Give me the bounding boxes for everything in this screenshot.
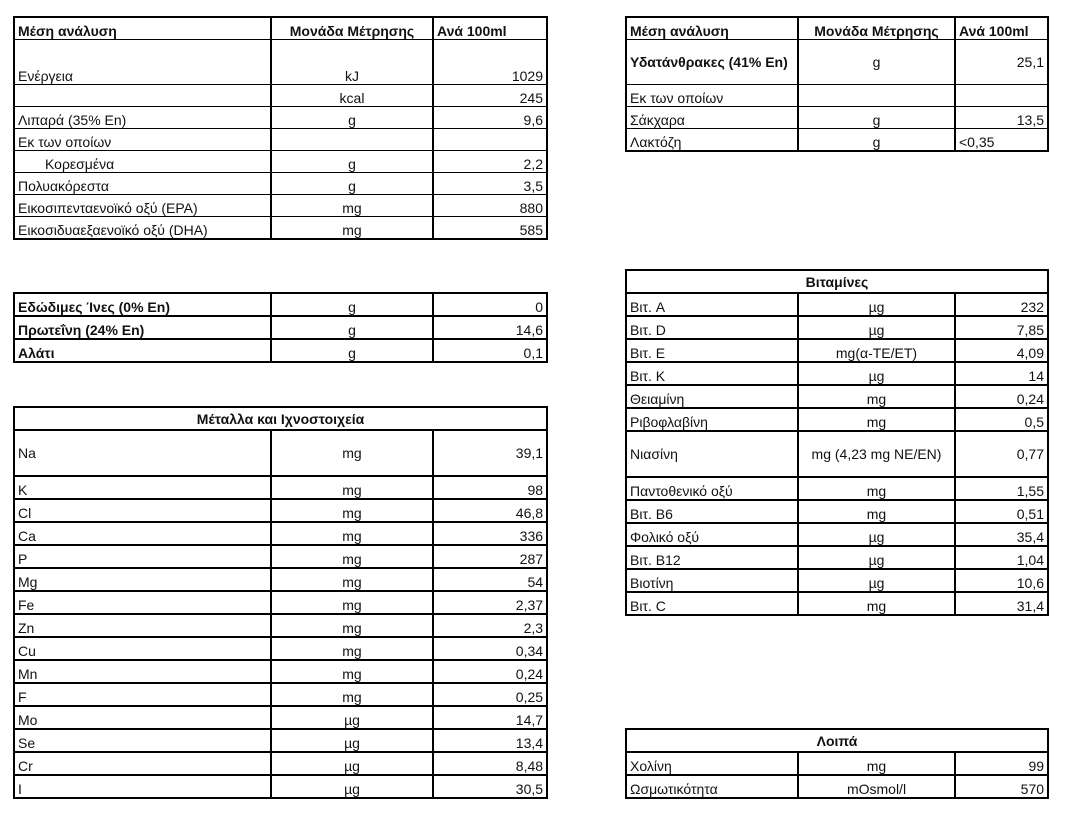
row-value: 9,6 [433,107,547,129]
row-value: 2,37 [433,591,547,614]
header-analysis: Μέση ανάλυση [14,17,271,40]
table-row [14,591,547,614]
row-name: Λιπαρά (35% En) [14,107,271,129]
table-row [14,85,547,107]
table-row [626,431,1048,477]
row-name: Πολυακόρεστα [14,173,271,195]
row-unit: mg [798,500,955,523]
row-unit: mg [271,522,433,545]
table-row [14,339,547,362]
row-value: 1,04 [955,546,1048,569]
row-unit: g [271,293,433,316]
row-unit: µg [271,752,433,775]
row-unit: g [798,40,955,85]
row-name: Εδώδιμες Ίνες (0% En) [14,293,271,316]
row-unit: kJ [271,40,433,85]
row-unit: mg [798,385,955,408]
row-value: 0,24 [433,660,547,683]
table-row [14,522,547,545]
row-name [14,85,271,107]
table-title-row [626,729,1048,752]
table-row [626,339,1048,362]
row-value: 2,3 [433,614,547,637]
row-unit: mg [271,195,433,217]
row-unit: µg [271,775,433,798]
row-name: Εκ των οποίων [626,85,798,107]
row-name: Νιασίνη [626,431,798,477]
table-row [626,40,1048,85]
row-name: Εικοσιδυαεξαενοϊκό οξύ (DHA) [14,217,271,240]
row-unit: mg [271,499,433,522]
row-name: Παντοθενικό οξύ [626,477,798,500]
row-value: 0,5 [955,408,1048,431]
row-unit: mg [798,592,955,615]
header-per-100ml: Ανά 100ml [955,17,1048,40]
other-table [625,728,1049,799]
table-row [14,217,547,240]
row-unit: mg(α-TE/ET) [798,339,955,362]
row-unit: g [271,339,433,362]
row-name: F [14,683,271,706]
row-unit: mg [271,476,433,499]
row-unit: mg [798,477,955,500]
row-value: 7,85 [955,316,1048,339]
row-name: Mn [14,660,271,683]
row-unit: mg (4,23 mg NE/EN) [798,431,955,477]
row-unit: g [271,316,433,339]
row-unit: g [271,107,433,129]
row-value: 232 [955,293,1048,316]
table-row [14,614,547,637]
row-value: 0 [433,293,547,316]
row-unit: mg [271,545,433,568]
row-unit: kcal [271,85,433,107]
row-name: Θειαμίνη [626,385,798,408]
row-unit: mg [271,430,433,476]
row-value: 0,25 [433,683,547,706]
table-row [626,569,1048,592]
row-unit: µg [798,316,955,339]
row-name: Βιτ. D [626,316,798,339]
row-name: Πρωτεΐνη (24% En) [14,316,271,339]
table-row [626,523,1048,546]
row-name: Βιτ. B12 [626,546,798,569]
row-value: 1,55 [955,477,1048,500]
table-row [14,151,547,173]
row-value: 46,8 [433,499,547,522]
row-value: 39,1 [433,430,547,476]
row-value: 3,5 [433,173,547,195]
row-value: 0,51 [955,500,1048,523]
table-title-row [626,270,1048,293]
row-name: Ριβοφλαβίνη [626,408,798,431]
row-unit: µg [798,569,955,592]
table-row [626,775,1048,798]
row-value: 1029 [433,40,547,85]
table-row [14,660,547,683]
row-value [955,85,1048,107]
table-row [14,40,547,85]
row-unit: mOsmol/l [798,775,955,798]
table-row [626,752,1048,775]
row-name: Ενέργεια [14,40,271,85]
row-name: Χολίνη [626,752,798,775]
row-unit: µg [798,546,955,569]
row-value: 13,4 [433,729,547,752]
row-unit: µg [798,362,955,385]
row-value: 30,5 [433,775,547,798]
row-value: 245 [433,85,547,107]
table-row [14,683,547,706]
row-unit: mg [271,637,433,660]
row-name: Ca [14,522,271,545]
table-row [626,408,1048,431]
table-title: Βιταμίνες [626,270,1048,293]
macro-table [13,292,548,363]
table-row [14,545,547,568]
row-value: 31,4 [955,592,1048,615]
row-unit: g [271,151,433,173]
row-name: Cl [14,499,271,522]
row-value: 2,2 [433,151,547,173]
table-title-row [14,407,547,430]
table-row [626,592,1048,615]
row-unit: mg [271,660,433,683]
table-row [626,385,1048,408]
row-value: 14,7 [433,706,547,729]
header-unit: Μονάδα Μέτρησης [798,17,955,40]
row-name: Zn [14,614,271,637]
table-row [14,568,547,591]
row-value: 287 [433,545,547,568]
row-unit: µg [271,729,433,752]
row-unit: mg [271,591,433,614]
table-row [14,637,547,660]
row-unit: mg [798,408,955,431]
row-unit: mg [271,614,433,637]
row-name: Cu [14,637,271,660]
table-row [626,546,1048,569]
row-name: Fe [14,591,271,614]
row-unit: mg [271,683,433,706]
table-row [14,706,547,729]
table-row [626,477,1048,500]
row-name: Αλάτι [14,339,271,362]
table-row [626,107,1048,129]
header-analysis: Μέση ανάλυση [626,17,798,40]
row-name: I [14,775,271,798]
table-row [626,129,1048,152]
row-unit: µg [271,706,433,729]
row-value: 14,6 [433,316,547,339]
table-row [14,430,547,476]
row-value: 54 [433,568,547,591]
row-value: 8,48 [433,752,547,775]
row-unit: mg [271,568,433,591]
row-name: Φολικό οξύ [626,523,798,546]
row-value: 0,1 [433,339,547,362]
table-title: Λοιπά [626,729,1048,752]
row-unit [798,85,955,107]
row-name: Εικοσιπενταενοϊκό οξύ (EPA) [14,195,271,217]
row-value: 99 [955,752,1048,775]
table-row [14,499,547,522]
row-value: <0,35 [955,129,1048,152]
table-row [14,293,547,316]
row-name: Βιτ. B6 [626,500,798,523]
row-name: K [14,476,271,499]
row-unit: g [798,129,955,152]
row-value: 0,77 [955,431,1048,477]
table-row [14,107,547,129]
row-unit: mg [271,217,433,240]
row-name: Ωσμωτικότητα [626,775,798,798]
row-value: 570 [955,775,1048,798]
row-name: Βιτ. C [626,592,798,615]
table-header-row [626,17,1048,40]
row-unit: µg [798,523,955,546]
row-value: 14 [955,362,1048,385]
table-row [626,293,1048,316]
row-value: 336 [433,522,547,545]
row-value: 0,24 [955,385,1048,408]
row-value: 4,09 [955,339,1048,362]
row-value: 25,1 [955,40,1048,85]
metals-table [13,406,548,799]
row-value: 880 [433,195,547,217]
row-name: Κορεσμένα [14,151,271,173]
row-value: 10,6 [955,569,1048,592]
row-name: P [14,545,271,568]
row-name: Se [14,729,271,752]
row-name: Mg [14,568,271,591]
table-header-row [14,17,547,40]
vitamins-table [625,269,1049,616]
table-row [626,85,1048,107]
row-value: 13,5 [955,107,1048,129]
row-name: Βιτ. K [626,362,798,385]
table-row [14,173,547,195]
row-name: Βιοτίνη [626,569,798,592]
row-name: Cr [14,752,271,775]
row-name: Mo [14,706,271,729]
table-row [14,195,547,217]
table-row [626,316,1048,339]
row-name: Λακτόζη [626,129,798,152]
row-value [433,129,547,151]
table-row [14,752,547,775]
row-name: Βιτ. A [626,293,798,316]
header-per-100ml: Ανά 100ml [433,17,547,40]
row-value: 98 [433,476,547,499]
row-name: Na [14,430,271,476]
row-unit: mg [798,752,955,775]
row-name: Σάκχαρα [626,107,798,129]
row-unit: µg [798,293,955,316]
row-name: Εκ των οποίων [14,129,271,151]
carbohydrate-table [625,16,1049,152]
table-row [626,362,1048,385]
row-value: 0,34 [433,637,547,660]
row-name: Υδατάνθρακες (41% En) [626,40,798,85]
table-row [14,775,547,798]
row-unit: g [798,107,955,129]
row-unit [271,129,433,151]
row-value: 585 [433,217,547,240]
table-row [626,500,1048,523]
table-row [14,729,547,752]
header-unit: Μονάδα Μέτρησης [271,17,433,40]
fat-energy-table [13,16,548,240]
table-title: Μέταλλα και Ιχνοστοιχεία [14,407,547,430]
table-row [14,129,547,151]
row-unit: g [271,173,433,195]
row-name: Βιτ. E [626,339,798,362]
table-row [14,476,547,499]
row-value: 35,4 [955,523,1048,546]
table-row [14,316,547,339]
